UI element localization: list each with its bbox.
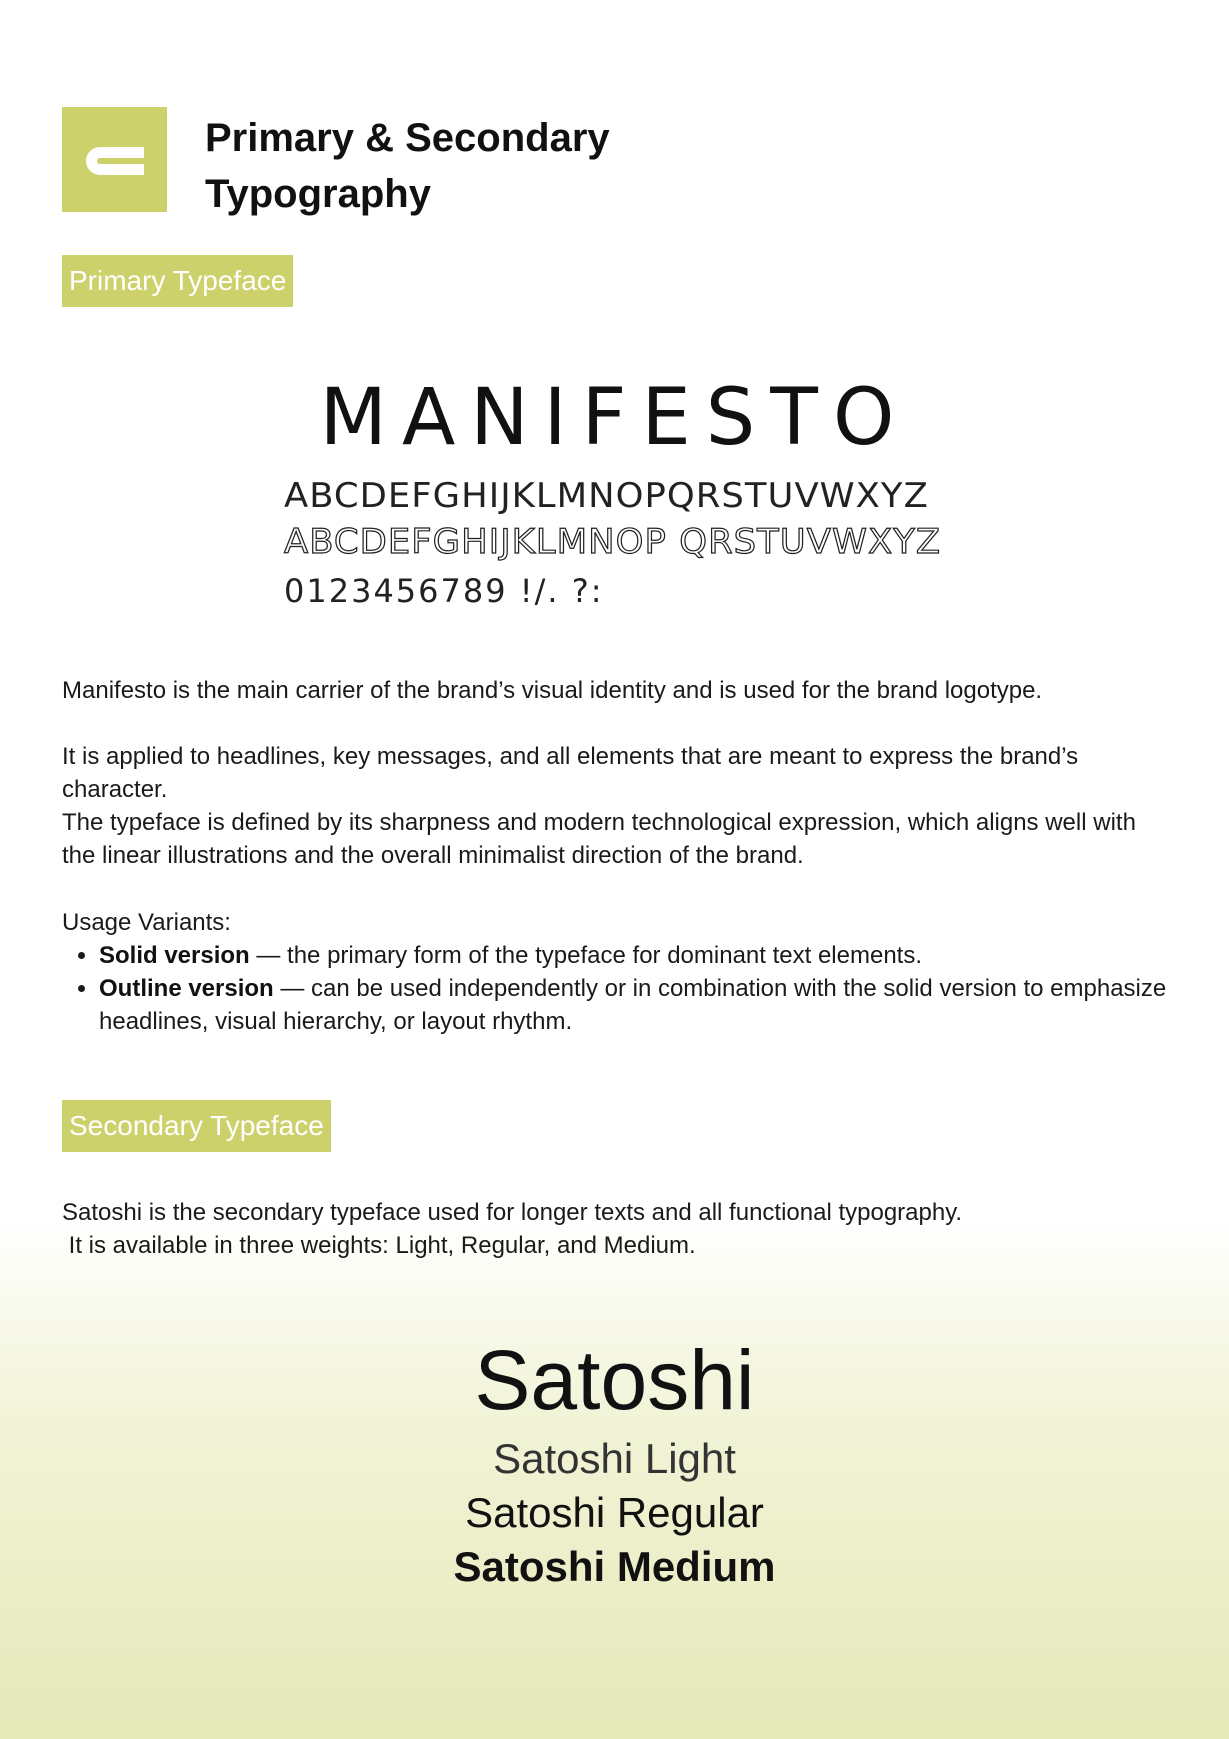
list-item <box>99 939 1179 972</box>
satoshi-description-line-2: It is available in three weights: Light, Regular, and Medium. <box>68 1232 696 1259</box>
page-title <box>205 110 610 222</box>
satoshi-regular-sample: Satoshi Regular <box>465 1489 764 1536</box>
page-title-line-1: Primary & Secondary <box>205 116 610 160</box>
manifesto-glyphs-solid: ABCDEFGHIJKLMNOPQRSTUVWXYZ <box>284 476 929 516</box>
usage-variants-heading: Usage Variants: <box>62 909 231 936</box>
manifesto-usage-sentence-2: The typeface is defined by its sharpness and modern technological expression, which aligns well with the linear illustrations and the overall minimalist direction of the brand. <box>62 809 1136 869</box>
satoshi-description-line-1: Satoshi is the secondary typeface used for longer texts and all functional typography. <box>62 1199 963 1226</box>
manifesto-specimen-title: MANIFESTO <box>319 373 910 463</box>
list-item <box>99 972 1179 1038</box>
manifesto-glyphs-digits: 0123456789 !/. ?: <box>284 572 604 610</box>
satoshi-description <box>62 1196 1172 1262</box>
usage-text: — can be used independently or in combination with the solid version to emphasize headlines, visual hierarchy, or layout rhythm. <box>99 975 1167 1035</box>
page-title-line-2: Typography <box>205 172 431 216</box>
manifesto-usage-sentence-1: It is applied to headlines, key messages, and all elements that are meant to express the brand’s character. <box>62 743 1079 803</box>
usage-term: Outline version <box>99 975 274 1002</box>
manifesto-usage-description <box>62 740 1172 872</box>
satoshi-light-sample: Satoshi Light <box>493 1435 736 1482</box>
usage-text: — the primary form of the typeface for dominant text elements. <box>249 942 922 969</box>
satoshi-specimen-title: Satoshi <box>474 1333 755 1427</box>
secondary-typeface-tag: Secondary Typeface <box>62 1100 331 1152</box>
primary-typeface-tag: Primary Typeface <box>62 255 293 307</box>
manifesto-glyphs-outline: ABCDEFGHIJKLMNOP QRSTUVWXYZ <box>284 522 942 562</box>
brand-logo <box>62 107 167 212</box>
usage-variants-list <box>62 939 1179 1038</box>
manifesto-description: Manifesto is the main carrier of the brand’s visual identity and is used for the brand logotype. <box>62 677 1043 704</box>
usage-term: Solid version <box>99 942 250 969</box>
satoshi-medium-sample: Satoshi Medium <box>453 1543 776 1590</box>
brand-mark-icon <box>62 107 167 212</box>
